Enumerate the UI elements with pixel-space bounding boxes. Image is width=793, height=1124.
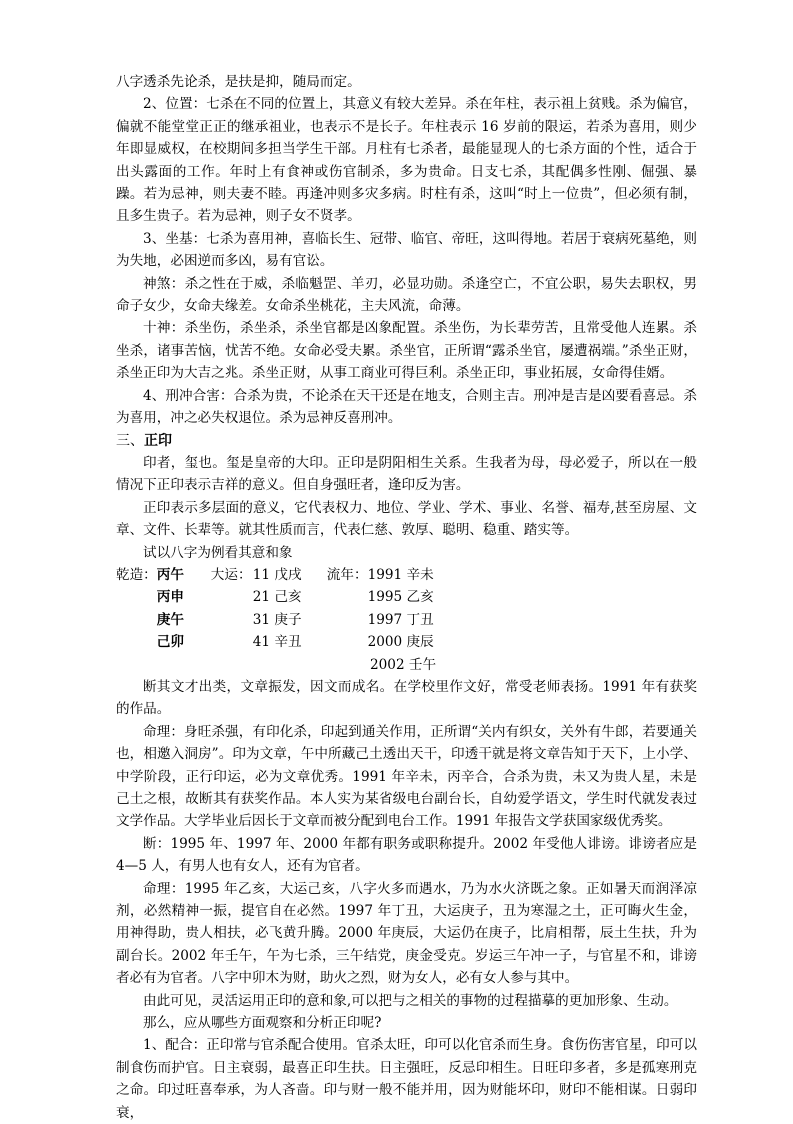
paragraph: 4、刑冲合害：合杀为贵，不论杀在天干还是在地支，合则主吉。刑冲是吉是凶要看喜忌。杀为喜用，冲之必失权退位。杀为忌神反喜刑冲。: [116, 387, 697, 427]
paragraph: 3、坐基：七杀为喜用神，喜临长生、冠带、临官、帝旺，这叫得地。若居于衰病死墓绝，则为失地，必困逆而多凶，易有官讼。: [116, 230, 697, 270]
liunian-value: 1995 乙亥: [367, 589, 434, 606]
liunian-label: 流年：: [326, 566, 368, 583]
liunian-value: 1991 辛未: [367, 566, 434, 583]
body-top: [116, 71, 697, 430]
paragraph: 正印表示多层面的意义，它代表权力、地位、学业、学术、事业、名誉、福寿,甚至房屋、文章、文件、长辈等。就其性质而言，代表仁慈、敦厚、聪明、稳重、踏实等。: [116, 499, 697, 539]
dayun-value: 31 庚子: [252, 611, 302, 628]
paragraph: 由此可见，灵活运用正印的意和象,可以把与之相关的事物的过程描摹的更加形象、生动。: [143, 992, 678, 1009]
dayun-value: 21 己亥: [252, 589, 302, 606]
dayun-value: 11 戊戌: [252, 566, 302, 583]
dayun-label: 大运：: [210, 566, 252, 583]
paragraph: 印者，玺也。玺是皇帝的大印。正印是阴阳相生关系。生我者为母，母必爱子，所以在一般情况下正印表示吉祥的意义。但自身强旺者，逢印反为害。: [116, 454, 697, 494]
bazi-pillar: 丙申: [156, 589, 184, 606]
paragraph: 2、位置：七杀在不同的位置上，其意义有较大差异。杀在年柱，表示祖上贫贱。杀为偏官，偏就不能堂堂正正的继承祖业，也表示不是长子。年柱表示 16 岁前的限运，若杀为喜用，则少年即显威权，在校期间多担当学生干部。月柱有七杀者，最能显现人的七杀方面的个性，适合于出头露面的工作。年时上有食神或伤官制杀，多为贵命。日支七杀，其配偶多性刚、倔强、暴躁。若为忌神，则夫妻不睦。再逢冲则多灾多病。时柱有杀，这叫“时上一位贵”，但必须有制，且多生贵子。若为忌神，则子女不贤孝。: [116, 96, 697, 225]
paragraph: 1、配合：正印常与官杀配合使用。官杀太旺，印可以化官杀而生身。食伤伤害官星，印可以制食伤而护官。日主衰弱，最喜正印生扶。日主强旺，反忌印相生。日旺印多者，多是孤寒刑克之命。印过旺喜奉承，为人吝啬。印与财一般不能并用，因为财能坏印，财印不能相谋。日弱印衰，: [116, 1037, 697, 1121]
paragraph: 那么，应从哪些方面观察和分析正印呢?: [143, 1015, 382, 1032]
liunian-extra: 2002 壬午: [370, 656, 437, 673]
paragraph: 命理：1995 年乙亥，大运己亥，八字火多而遇水，乃为水火济既之象。正如暑天而润泽凉剂，必然精神一振，提官自在必然。1997 年丁丑，大运庚子，丑为寒湿之土，正可晦火生金，用神得助，贵人相扶，必飞黄升腾。2000 年庚辰，大运仍在庚子，比肩相帮，辰土生扶，升为副台长。2002 年壬午，午为七杀，三午结党，庚金受克。岁运三午冲一子，与官星不和，诽谤者必有为官者。八字中卯木为财，助火之烈，财为女人，必有女人参与其中。: [116, 880, 697, 987]
dayun-value: 41 辛丑: [252, 634, 302, 651]
bazi-row: [116, 586, 434, 608]
bazi-chart: [116, 564, 434, 654]
bazi-row: [116, 564, 434, 586]
bazi-row: [116, 609, 434, 631]
paragraph: 八字透杀先论杀，是扶是抑，随局而定。: [116, 74, 361, 90]
section-title: 正印: [144, 432, 172, 449]
paragraph: 断其文才出类，文章振发，因文而成名。在学校里作文好，常受老师表扬。1991 年有获奖的作品。: [116, 678, 697, 718]
bazi-label: 乾造：: [116, 566, 157, 583]
paragraph: 断：1995 年、1997 年、2000 年都有职务或职称提升。2002 年受他人诽谤。诽谤者应是 4—5 人，有男人也有女人，还有为官者。: [116, 835, 697, 875]
bazi-pillar: 己卯: [156, 634, 184, 651]
paragraph: 命理：身旺杀强，有印化杀，印起到通关作用，正所谓“关内有织女，关外有牛郎，若要通关也，相邀入洞房”。印为文章，午中所藏己土透出天干，印透干就是将文章告知于天下，上小学、中学阶段，正行印运，必为文章优秀。1991 年辛未，丙辛合，合杀为贵，未又为贵人星，未是己土之根，故断其有获奖作品。本人实为某省级电台副台长，自幼爱学语文，学生时代就发表过文学作品。大学毕业后因长于文章而被分配到电台工作。1991 年报告文学获国家级优秀奖。: [116, 723, 697, 830]
paragraph: 试以八字为例看其意和象: [143, 544, 293, 561]
bazi-pillar: 庚午: [156, 611, 184, 628]
paragraph: 十神：杀坐伤，杀坐杀，杀坐官都是凶象配置。杀坐伤，为长辈劳苦，且常受他人连累。杀坐杀，诸事苦恼，忧苦不绝。女命必受夫累。杀坐官，正所谓“露杀坐官，屡遭祸端。”杀坐正财，杀坐正印为大吉之兆。杀坐正财，从事工商业可得巨利。杀坐正印，事业拓展，女命得佳婿。: [116, 320, 697, 382]
body-mid: [116, 452, 697, 564]
section-number: 三、: [116, 432, 144, 449]
section-heading: [116, 430, 697, 452]
bazi-row: [116, 631, 434, 653]
liunian-value: 2000 庚辰: [367, 634, 434, 651]
paragraph: 神煞：杀之性在于威，杀临魁罡、羊刃，必显功勋。杀逢空亡，不宜公职，易失去职权，男命子女少，女命夫缘差。女命杀坐桃花，主夫风流，命薄。: [116, 275, 697, 315]
body-bottom: [116, 676, 697, 1124]
liunian-value: 1997 丁丑: [367, 611, 434, 628]
bazi-pillar: 丙午: [156, 566, 184, 583]
